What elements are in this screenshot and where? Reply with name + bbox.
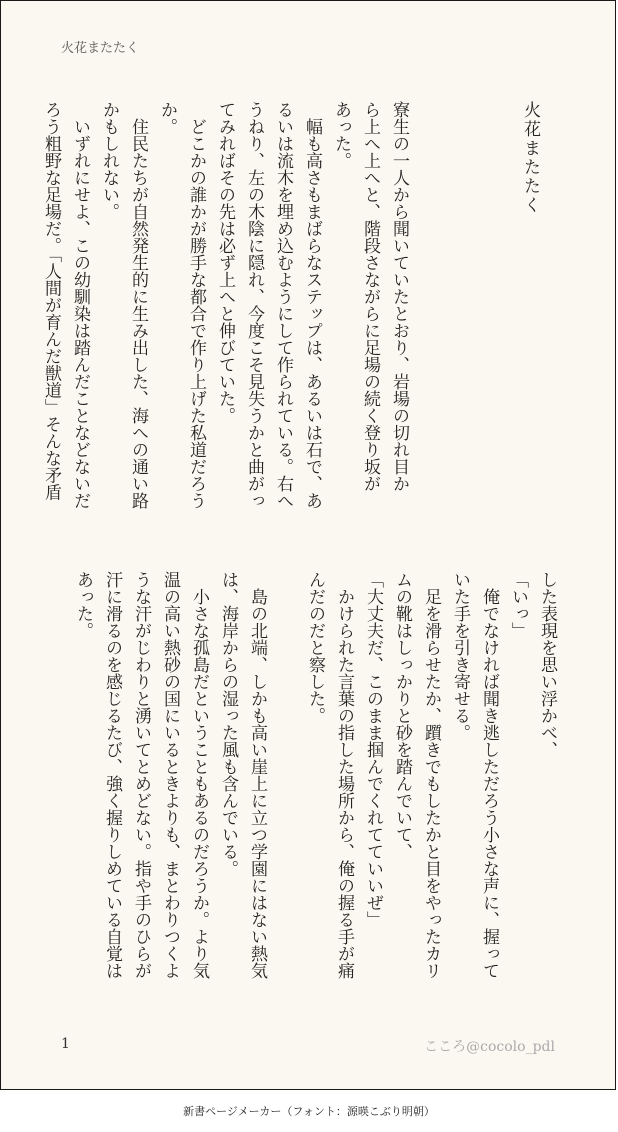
- page-number: 1: [61, 1036, 70, 1052]
- body-text-top: 寮生の一人から聞いていたとおり、岩場の切れ目か ら上へ上へと、階段さながらに足場の続く登り坂が あった。 幅も高さもまばらなステップは、あるいは石で、あ るいは流木を埋め込むようにして作られている。右へ うねり、左の木陰に隠れ、今度こそ見失うかと曲がっ てみればその先は必ず上へと伸びていた。 どこかの誰かが勝手な都合で作り上げた私道だろう か。 住民たちが自然発生的に生み出した、海への通い路 かもしれない。 いずれにせよ、この幼馴染は踏んだことなどないだ ろう粗野な足場だ。「人間が育んだ獣道」そんな矛盾: [41, 101, 409, 509]
- generator-credit: 新書ページメーカー（フォント：源暎こぶり明朝）: [183, 1105, 435, 1118]
- running-header: 火花またたく: [61, 41, 140, 56]
- author-handle: こころ@cocolo_pdl: [424, 1039, 555, 1055]
- body-text-bottom: した表現を思い浮かべ、 「いっ」 俺でなければ聞き逃しただろう小さな声に、握って いた手を引き寄せる。 足を滑らせたか、躓きでもしたかと目をやったカリ ムの靴はしっかりと砂を踏んでいて、 「大丈夫だ、このまま掴んでくれてていいぜ」 かけられた言葉の指した場所から、俺の握る手が痛 んだのだと察した。 島の北端、しかも高い崖上に立つ学園にはない熱気 は、海岸からの湿った風も含んでいる。 小さな孤島だということもあるのだろうか。より気 温の高い熱砂の国にいるときよりも、まとわりつくよ うな汗がじわりと湧いてとめどない。指や手のひらが 汗に滑るのを感じるたび、強く握りしめている自覚は あった。: [73, 571, 557, 979]
- chapter-title: 火花またたく: [520, 101, 540, 215]
